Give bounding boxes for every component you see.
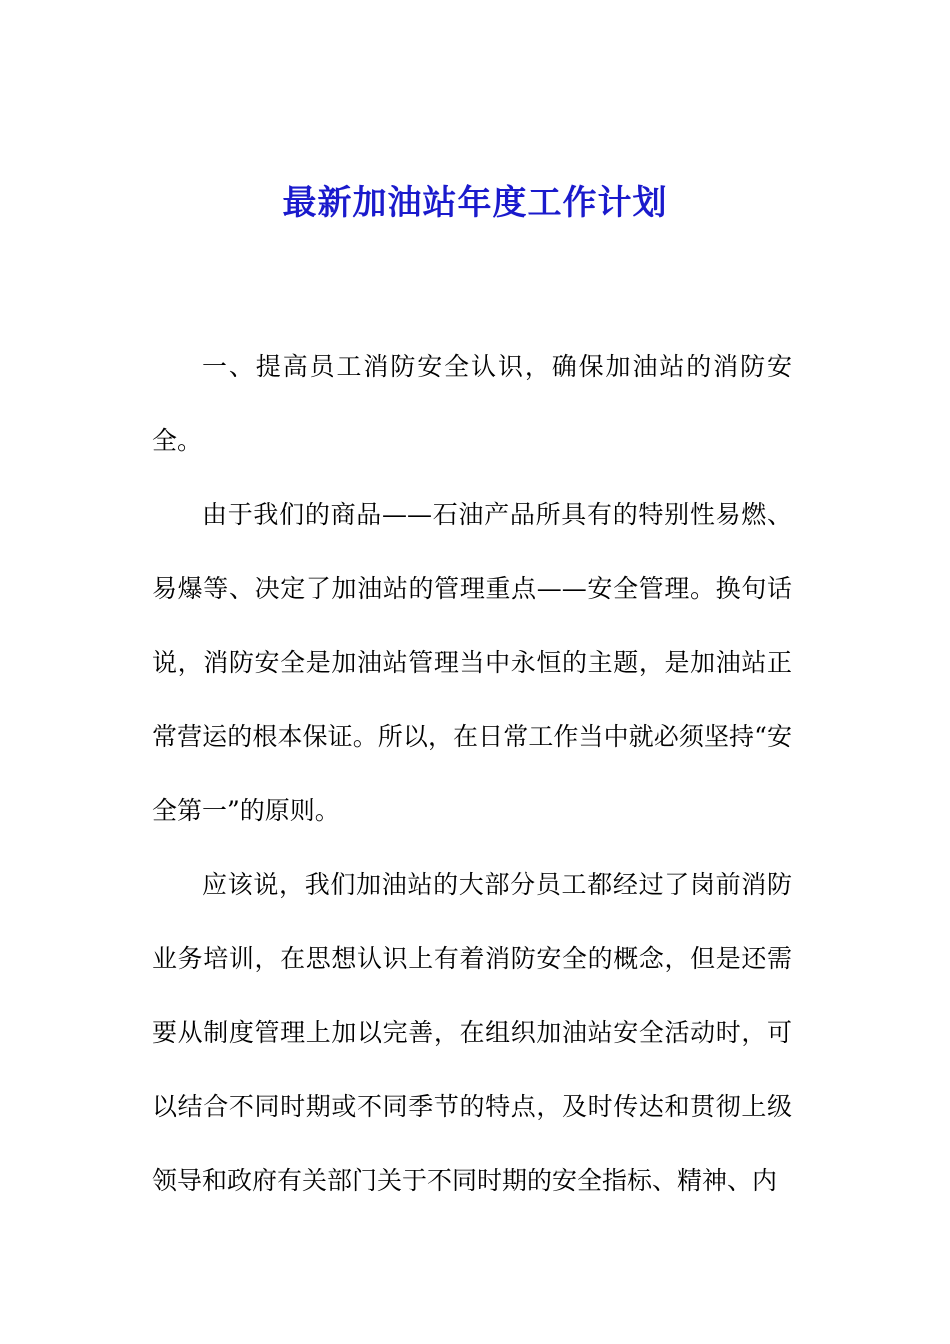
paragraph-section-heading: 一、提高员工消防安全认识，确保加油站的消防安全。 (152, 352, 792, 455)
document-title: 最新加油站年度工作计划 (282, 183, 668, 223)
document-body (152, 330, 792, 1218)
paragraph-staff-training: 应该说，我们加油站的大部分员工都经过了岗前消防业务培训，在思想认识上有着消防安全的概念，但是还需要从制度管理上加以完善，在组织加油站安全活动时，可以结合不同时期或不同季节的特点，及时传达和贯彻上级领导和政府有关部门关于不同时期的安全指标、精神、内 (152, 870, 792, 1195)
paragraph-safety-management: 由于我们的商品——石油产品所具有的特别性易燃、易爆等、决定了加油站的管理重点——安全管理。换句话说，消防安全是加油站管理当中永恒的主题，是加油站正常营运的根本保证。所以，在日常工作当中就必须坚持“安全第一”的原则。 (152, 500, 792, 825)
